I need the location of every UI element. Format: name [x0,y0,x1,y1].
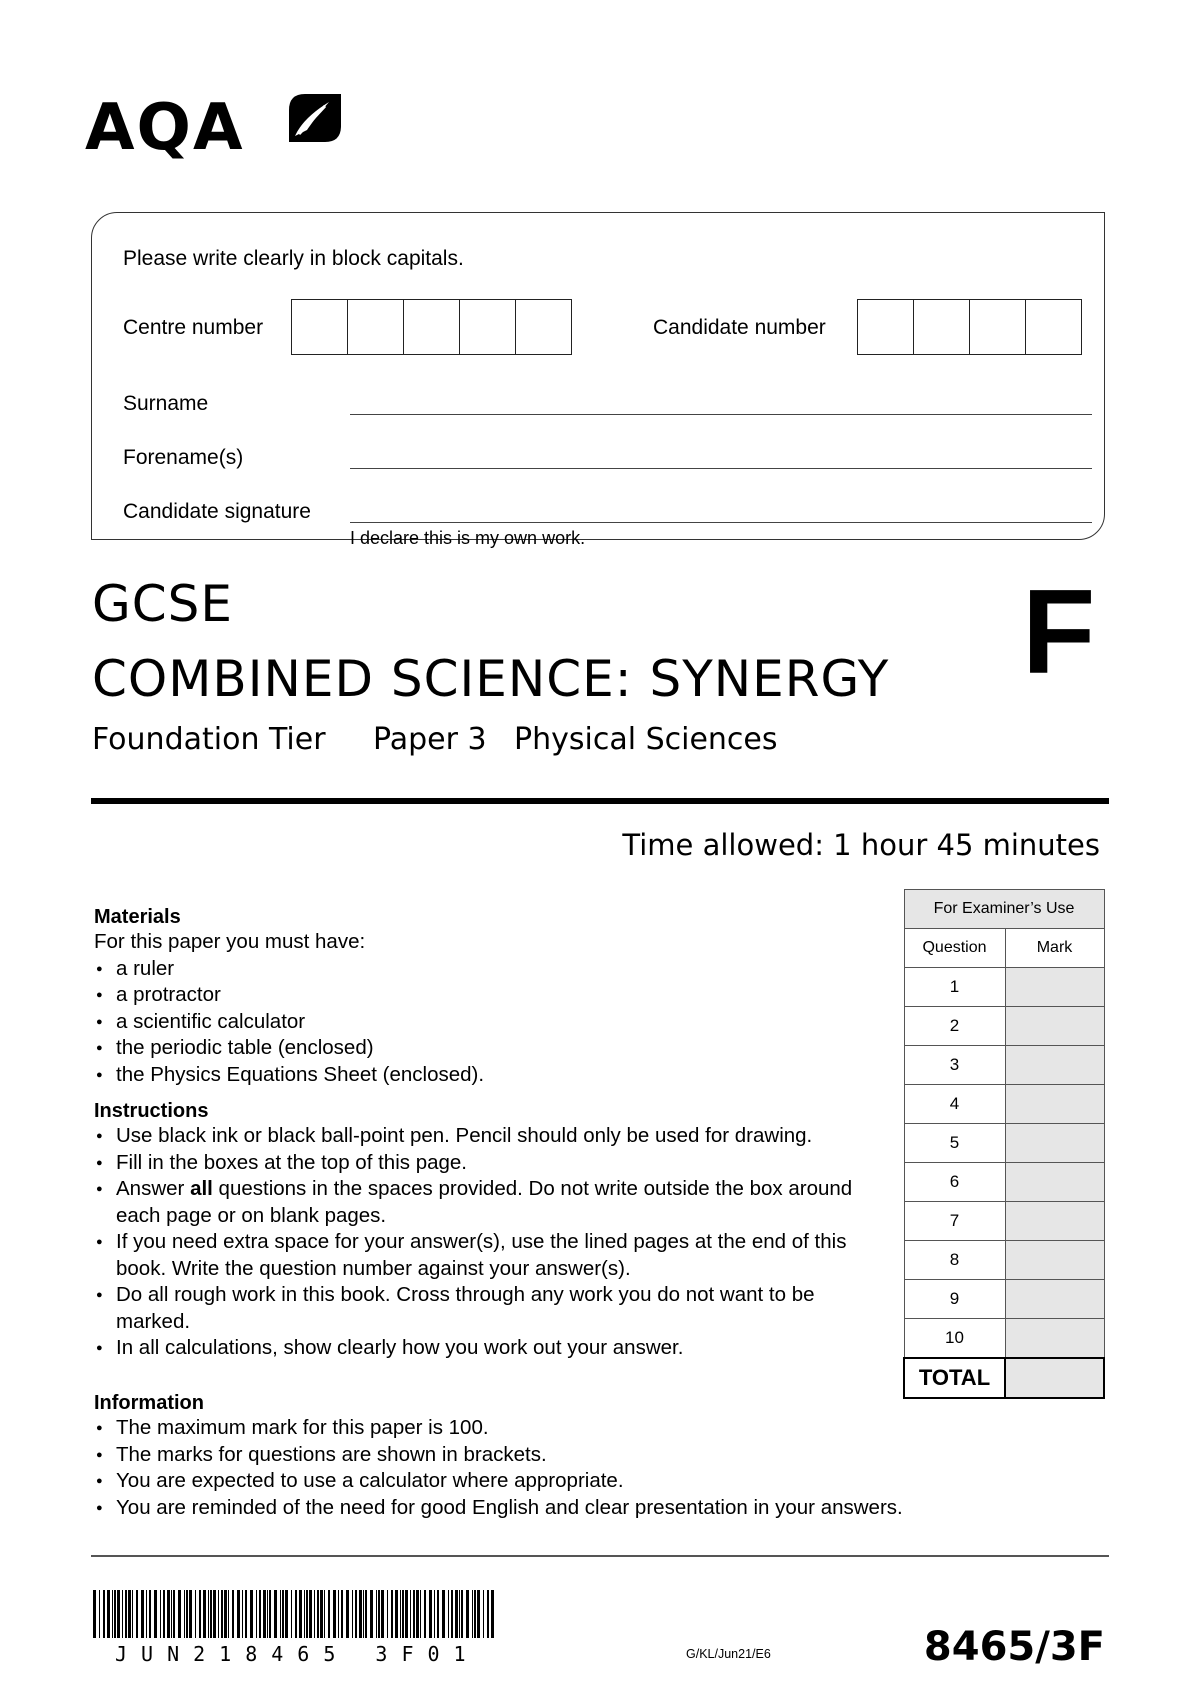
table-row [904,1319,1104,1359]
document-reference: G/KL/Jun21/E6 [686,1647,771,1661]
materials-list [94,956,894,1089]
centre-number-boxes[interactable] [291,299,572,355]
mark-cell[interactable] [1005,1085,1104,1124]
list-item: ● The marks for questions are shown in brackets. [94,1442,1094,1469]
candidate-number-digit[interactable] [1026,300,1081,354]
list-item: ● In all calculations, show clearly how you work out your answer. [94,1335,894,1362]
surname-label: Surname [123,392,209,415]
table-row [904,1124,1104,1163]
mark-cell[interactable] [1005,968,1104,1007]
question-number: 2 [904,1007,1005,1046]
information-section [94,1392,1094,1521]
mark-cell[interactable] [1005,1046,1104,1085]
list-item: ● a protractor [94,982,894,1009]
leaf-logo-icon [285,88,345,146]
question-number: 4 [904,1085,1005,1124]
block-capitals-instruction: Please write clearly in block capitals. [123,247,464,270]
list-item: ● a ruler [94,956,894,983]
mark-column-header: Mark [1005,929,1104,968]
candidate-number-boxes[interactable] [857,299,1082,355]
centre-number-label: Centre number [123,316,264,339]
paper-number: Paper 3 [373,722,487,757]
mark-cell[interactable] [1005,1280,1104,1319]
subject-title: COMBINED SCIENCE: SYNERGY [92,650,890,708]
table-row [904,1007,1104,1046]
list-item: ● Use black ink or black ball-point pen. Pencil should only be used for drawing. [94,1123,894,1150]
question-column-header: Question [904,929,1005,968]
question-number: 1 [904,968,1005,1007]
question-number: 8 [904,1241,1005,1280]
question-number: 10 [904,1319,1005,1359]
divider-thick [91,798,1109,804]
table-row [904,1085,1104,1124]
candidate-number-digit[interactable] [970,300,1026,354]
centre-number-digit[interactable] [292,300,348,354]
list-item: ● the periodic table (enclosed) [94,1035,894,1062]
centre-number-digit[interactable] [348,300,404,354]
instructions-section [94,1100,894,1362]
question-number: 9 [904,1280,1005,1319]
table-row [904,1280,1104,1319]
question-number: 5 [904,1124,1005,1163]
centre-number-digit[interactable] [404,300,460,354]
barcode-icon [93,1590,495,1638]
question-number: 6 [904,1163,1005,1202]
signature-label: Candidate signature [123,500,311,523]
mark-cell[interactable] [1005,1163,1104,1202]
mark-cell[interactable] [1005,1319,1104,1359]
instructions-list [94,1123,894,1362]
surname-field[interactable] [350,414,1092,415]
list-item: ● Do all rough work in this book. Cross through any work you do not want to be marked. [94,1282,894,1335]
information-heading: Information [94,1392,204,1414]
table-row [904,1163,1104,1202]
question-number: 7 [904,1202,1005,1241]
mark-cell[interactable] [1005,1007,1104,1046]
centre-number-digit[interactable] [516,300,571,354]
table-row [904,1202,1104,1241]
mark-cell[interactable] [1005,1124,1104,1163]
tier-letter: F [1022,565,1096,699]
list-item: ● a scientific calculator [94,1009,894,1036]
list-item: ● You are reminded of the need for good English and clear presentation in your answers. [94,1495,1094,1522]
mark-cell[interactable] [1005,1241,1104,1280]
candidate-number-label: Candidate number [653,316,826,339]
time-allowed: Time allowed: 1 hour 45 minutes [622,828,1100,862]
materials-intro: For this paper you must have: [94,930,366,953]
list-item: ● Fill in the boxes at the top of this page. [94,1150,894,1177]
paper-code: 8465/3F [923,1624,1105,1670]
paper-title: Physical Sciences [514,722,778,757]
question-number: 3 [904,1046,1005,1085]
footer-divider [91,1555,1109,1557]
forename-field[interactable] [350,468,1092,469]
table-row [904,968,1104,1007]
logo-text: AQA [85,91,245,165]
declaration-text: I declare this is my own work. [350,528,586,548]
table-row [904,1241,1104,1280]
tier-label: Foundation Tier [92,722,326,757]
total-row [904,1358,1104,1398]
information-list [94,1415,1094,1521]
list-item: ● the Physics Equations Sheet (enclosed). [94,1062,894,1089]
instructions-heading: Instructions [94,1100,209,1122]
total-label: TOTAL [904,1358,1005,1398]
materials-section [94,906,894,1088]
signature-field[interactable] [350,522,1092,523]
barcode-text: JUN218465 3F01 [115,1642,480,1666]
qualification-title: GCSE [92,575,233,633]
forename-label: Forename(s) [123,446,244,469]
table-row [904,1046,1104,1085]
candidate-number-digit[interactable] [858,300,914,354]
total-mark-cell[interactable] [1005,1358,1104,1398]
list-item: ● You are expected to use a calculator where appropriate. [94,1468,1094,1495]
candidate-number-digit[interactable] [914,300,970,354]
examiner-use-table [903,889,1105,1399]
list-item: ● Answer all questions in the spaces provided. Do not write outside the box around each page or on blank pages. [94,1176,894,1229]
centre-number-digit[interactable] [460,300,516,354]
list-item: ● If you need extra space for your answer(s), use the lined pages at the end of this book. Write the question number against your answer(s). [94,1229,894,1282]
examiner-table-title: For Examiner’s Use [904,890,1104,929]
aqa-logo [85,82,345,182]
mark-cell[interactable] [1005,1202,1104,1241]
list-item: ● The maximum mark for this paper is 100. [94,1415,1094,1442]
materials-heading: Materials [94,906,181,928]
